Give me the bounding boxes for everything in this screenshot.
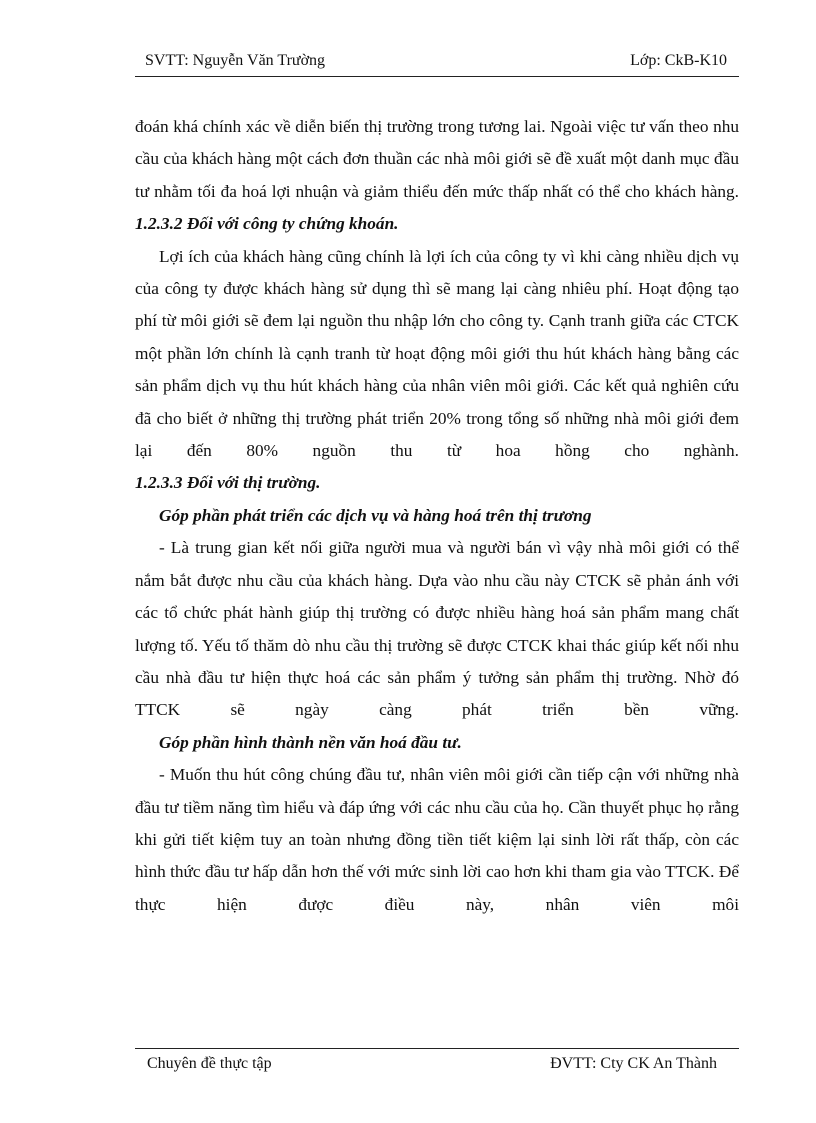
paragraph-market-intermediary: - Là trung gian kết nối giữa người mua và người bán vì vậy nhà môi giới có thể nắm bắt được nhu cầu của khách hàng. Dựa vào nhu cầu này CTCK sẽ phản ánh với các tổ chức phát hành giúp thị trường có được nhiều hàng hoá sản phẩm mang chất lượng tố. Yếu tố thăm dò nhu cầu thị trường sẽ được CTCK khai thác giúp kết nối nhu cầu nhà đầu tư hiện thực hoá các sản phẩm ý tưởng sản phẩm thị trường. Nhờ đó TTCK sẽ ngày càng phát triển bền vững. xyxy=(135,538,739,720)
paragraph-company-benefits: Lợi ích của khách hàng cũng chính là lợi ích của công ty vì khi càng nhiều dịch vụ của công ty được khách hàng sử dụng thì sẽ mang lại càng nhiêu phí. Hoạt động tạo phí từ môi giới sẽ đem lại nguồn thu nhập lớn cho công ty. Cạnh tranh giữa các CTCK một phần lớn chính là cạnh tranh từ hoạt động môi giới thu hút khách hàng bằng các sản phẩm dịch vụ thu hút khách hàng của nhân viên môi giới. Các kết quả nghiên cứu đã cho biết ở những thị trường phát triển 20% trong tổng số những nhà môi giới đem lại đến 80% nguồn thu từ hoa hồng cho nghành. xyxy=(135,246,739,461)
page-footer xyxy=(135,1048,739,1072)
paragraph-intro: đoán khá chính xác về diễn biến thị trường trong tương lai. Ngoài việc tư vấn theo nhu cầu của khách hàng một cách đơn thuần các nhà môi giới sẽ đề xuất một danh mục đầu tư nhằm tối đa hoá lợi nhuận và giảm thiểu đến mức thấp nhất có thể cho khách hàng. xyxy=(135,117,739,201)
footer-report-type: Chuyên đề thực tập xyxy=(147,1055,272,1072)
header-class: Lớp: CkB-K10 xyxy=(630,52,727,69)
page-header xyxy=(135,52,739,77)
section-heading-market: 1.2.3.3 Đối với thị trường. xyxy=(135,473,321,493)
header-student-name: SVTT: Nguyễn Văn Trường xyxy=(145,52,326,69)
page-body xyxy=(135,111,739,921)
paragraph-investment-culture: - Muốn thu hút công chúng đầu tư, nhân viên môi giới cần tiếp cận với những nhà đầu tư tiềm năng tìm hiểu và đáp ứng với các nhu cầu của họ. Cần thuyết phục họ rằng khi gửi tiết kiệm tuy an toàn nhưng đồng tiền tiết kiệm lại sinh lời rất thấp, còn các hình thức đầu tư hấp dẫn hơn thế với mức sinh lời cao hơn khi tham gia vào TTCK. Để thực hiện được điều này, nhân viên môi xyxy=(135,765,739,914)
section-heading-securities-company: 1.2.3.2 Đối với công ty chứng khoán. xyxy=(135,214,399,234)
subheading-services-development: Góp phần phát triển các dịch vụ và hàng hoá trên thị trương xyxy=(159,505,592,525)
footer-internship-unit: ĐVTT: Cty CK An Thành xyxy=(550,1055,717,1072)
subheading-investment-culture: Góp phần hình thành nền văn hoá đầu tư. xyxy=(159,732,462,752)
